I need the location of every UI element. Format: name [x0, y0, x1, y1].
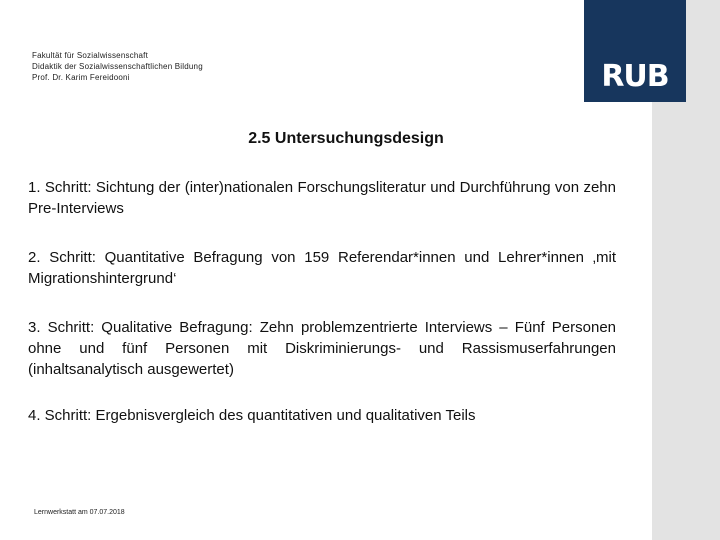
step-4-text: 4. Schritt: Ergebnisvergleich des quantitativen und qualitativen Teils [28, 407, 476, 424]
faculty-header [32, 50, 203, 83]
rub-logo [584, 0, 686, 102]
slide-title: 2.5 Untersuchungsdesign [248, 130, 444, 147]
logo-text: RUB [601, 59, 669, 94]
professor-name: Prof. Dr. Karim Fereidooni [32, 73, 130, 82]
step-2-text: 2. Schritt: Quantitative Befragung von 159 Referendar*innen und Lehrer*innen ‚mit Migrationshintergrund‘ [28, 249, 616, 287]
footer-note: Lernwerkstatt am 07.07.2018 [34, 509, 125, 516]
faculty-name: Fakultät für Sozialwissenschaft [32, 51, 149, 60]
step-1-text: 1. Schritt: Sichtung der (inter)nationalen Forschungsliteratur und Durchführung von zehn Pre-Interviews [28, 179, 616, 217]
department-name: Didaktik der Sozialwissenschaftlichen Bildung [32, 62, 203, 71]
step-3-text: 3. Schritt: Qualitative Befragung: Zehn problemzentrierte Interviews – Fünf Personen ohne und fünf Personen mit Diskriminierungs- und Rassismuserfahrungen (inhaltsanalytisch ausgewertet) [28, 319, 616, 378]
